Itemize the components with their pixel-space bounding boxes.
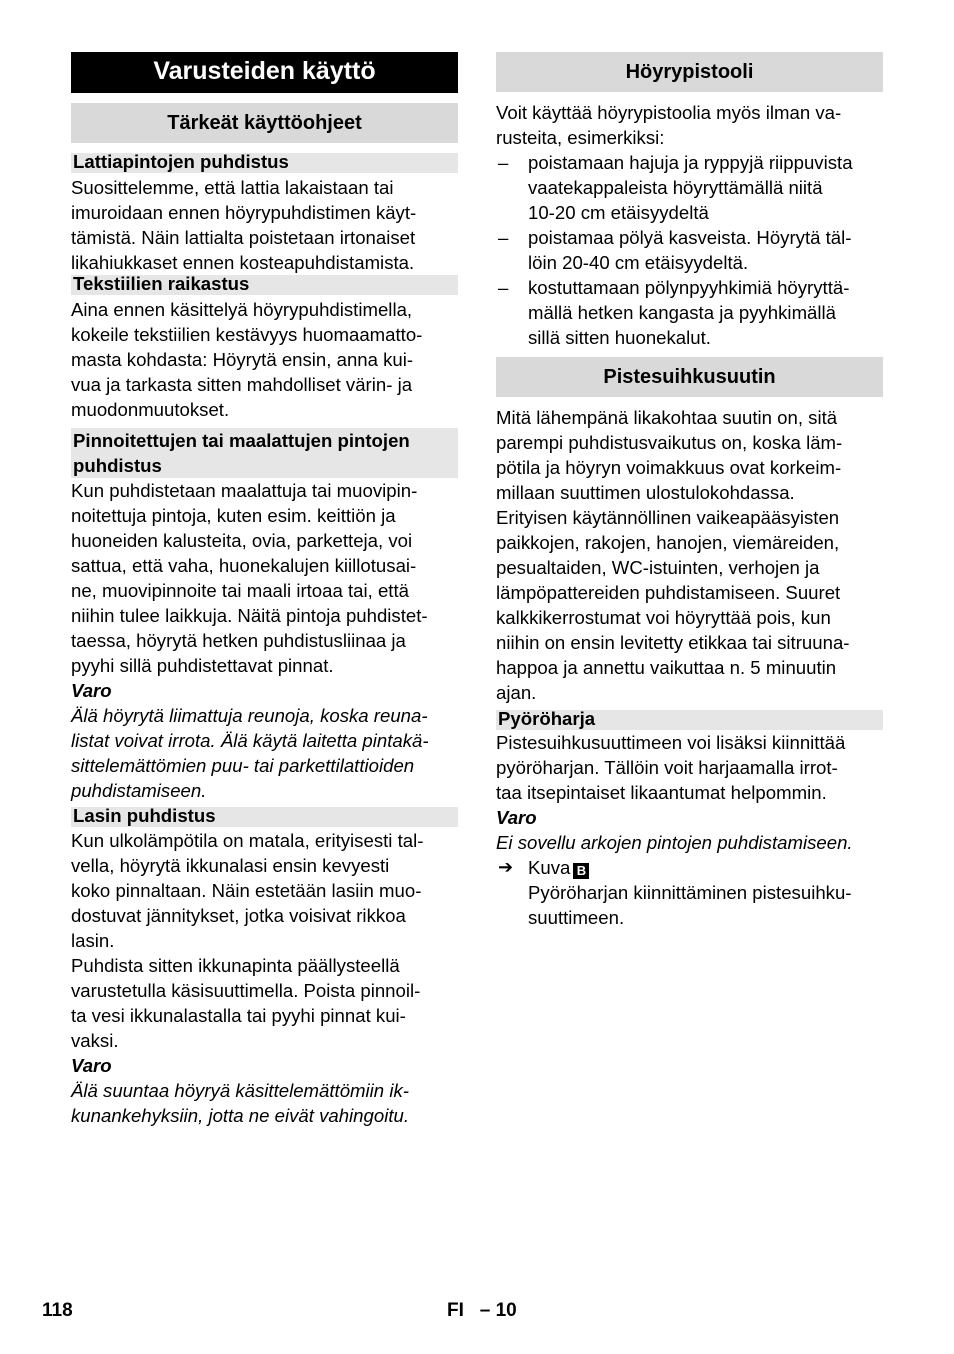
figure-label: Kuva: [528, 857, 571, 878]
list-item: [496, 275, 883, 350]
dash-bullet: –: [498, 227, 509, 248]
text-line: Kun puhdistetaan maalattuja tai muovipin-: [71, 480, 418, 501]
section-heading-important: Tärkeät käyttöohjeet: [71, 103, 458, 143]
text-line: ne, muovipinnoite tai maali irtoaa tai, että: [71, 580, 409, 601]
text-line: vaatekappaleista höyryttämällä niitä: [528, 177, 823, 198]
paragraph-textile: [71, 297, 458, 422]
paragraph-coated: [71, 478, 458, 678]
text-line: dostuvat jännitykset, jotka voisivat rikkoa: [71, 905, 406, 926]
text-line: poistamaan hajuja ja ryppyjä riippuvista: [528, 152, 853, 173]
list-item: [496, 150, 883, 225]
text-line: lasin.: [71, 930, 115, 951]
text-line: Erityisen käytännöllinen vaikeapääsyisten: [496, 507, 840, 528]
figure-reference: [496, 855, 883, 930]
page-number: 118: [42, 1300, 73, 1321]
text-line: pyyhi sillä puhdistettavat pinnat.: [71, 655, 334, 676]
language-page-marker: FI – 10: [447, 1300, 517, 1321]
text-line: löin 20-40 cm etäisyydeltä.: [528, 252, 749, 273]
text-line: sillä sitten huonekalut.: [528, 327, 711, 348]
figure-letter-badge: B: [573, 863, 589, 879]
text-line: ajan.: [496, 682, 537, 703]
section-heading-nozzle: Pistesuihkusuutin: [496, 357, 883, 397]
text-line: paikkojen, rakojen, hanojen, viemäreiden,: [496, 532, 840, 553]
warning-text-coated: [71, 703, 458, 803]
text-line: Älä suuntaa höyryä käsittelemättömiin ik-: [71, 1080, 409, 1101]
gun-uses-list: [496, 150, 883, 350]
text-line: poistamaa pölyä kasveista. Höyrytä täl-: [528, 227, 852, 248]
text-line: Suosittelemme, että lattia lakaistaan tai: [71, 177, 394, 198]
text-line: vaksi.: [71, 1030, 119, 1051]
text-line: Aina ennen käsittelyä höyrypuhdistimella,: [71, 299, 413, 320]
text-line: taa itsepintaiset likaantumat helpommin.: [496, 782, 827, 803]
text-line: Pyöröharjan kiinnittäminen pistesuihku-: [528, 882, 852, 903]
text-line: tämistä. Näin lattialta poistetaan irtonaiset: [71, 227, 416, 248]
text-line: huoneiden kalusteita, ovia, parketteja, voi: [71, 530, 413, 551]
subheading-textile: Tekstiilien raikastus: [71, 275, 458, 295]
text-line: niihin on ensin levitetty etikkaa tai sitruuna-: [496, 632, 850, 653]
paragraph-nozzle: [496, 405, 883, 705]
text-line: 10-20 cm etäisyydeltä: [528, 202, 709, 223]
text-line: pesualtaiden, WC-istuinten, verhojen ja: [496, 557, 820, 578]
text-line: pyöröharjan. Tällöin voit harjaamalla irrot-: [496, 757, 838, 778]
text-line: mällä hetken kangasta ja pyyhkimällä: [528, 302, 836, 323]
text-line: likahiukkaset ennen kosteapuhdistamista.: [71, 252, 415, 273]
text-line: noitettuja pintoja, kuten esim. keittiön ja: [71, 505, 396, 526]
text-line: kalkkikerrostumat voi höyryttää pois, kun: [496, 607, 831, 628]
warning-text-glass: [71, 1078, 458, 1128]
warning-text-brush: Ei sovellu arkojen pintojen puhdistamiseen.: [496, 832, 853, 853]
text-line: vella, höyrytä ikkunalasi ensin kevyesti: [71, 855, 390, 876]
text-line: kokeile tekstiilien kestävyys huomaamatto-: [71, 324, 423, 345]
section-heading-steam-gun: Höyrypistooli: [496, 52, 883, 92]
text-line: millaan suuttimen ulostulokohdassa.: [496, 482, 795, 503]
text-line: Älä höyrytä liimattuja reunoja, koska reuna-: [71, 705, 428, 726]
text-line: kunankehyksiin, jotta ne eivät vahingoitu.: [71, 1105, 410, 1126]
text-line: imuroidaan ennen höyrypuhdistimen käyt-: [71, 202, 417, 223]
text-line: masta kohdasta: Höyrytä ensin, anna kui-: [71, 349, 414, 370]
paragraph-gun-intro: [496, 100, 883, 150]
text-line: Puhdista sitten ikkunapinta päällysteellä: [71, 955, 400, 976]
paragraph-floor: [71, 175, 458, 275]
subheading-round-brush: Pyöröharja: [496, 710, 883, 730]
subheading-glass: Lasin puhdistus: [71, 807, 458, 827]
list-item: [496, 225, 883, 275]
text-line: parempi puhdistusvaikutus on, koska läm-: [496, 432, 843, 453]
dash-bullet: –: [498, 277, 509, 298]
text-line: vua ja tarkasta sitten mahdolliset värin- ja: [71, 374, 413, 395]
text-line: Kun ulkolämpötila on matala, erityisesti tal-: [71, 830, 424, 851]
warning-label: Varo: [496, 807, 537, 828]
text-line: Mitä lähempänä likakohtaa suutin on, sitä: [496, 407, 838, 428]
arrow-right-icon: ➔: [498, 857, 514, 877]
chapter-title: Varusteiden käyttö: [71, 52, 458, 93]
paragraph-glass: [71, 828, 458, 1053]
text-line: sattua, että vaha, huonekalujen kiillotusai-: [71, 555, 417, 576]
text-line: pötila ja höyryn voimakkuus ovat korkeim-: [496, 457, 842, 478]
text-line: puhdistamiseen.: [71, 780, 207, 801]
text-line: kostuttamaan pölynpyyhkimiä höyryttä-: [528, 277, 850, 298]
right-column: [496, 52, 883, 930]
text-line: varustetulla käsisuuttimella. Poista pinnoil-: [71, 980, 421, 1001]
left-column: [71, 52, 458, 1128]
subheading-coated: Pinnoitettujen tai maalattujen pintojen puhdistus: [71, 428, 458, 478]
text-line: koko pinnaltaan. Näin estetään lasiin muo-: [71, 880, 422, 901]
paragraph-brush: [496, 730, 883, 805]
text-line: Voit käyttää höyrypistoolia myös ilman va-: [496, 102, 842, 123]
text-line: lämpöpattereiden puhdistamiseen. Suuret: [496, 582, 841, 603]
text-line: sittelemättömien puu- tai parkettilattioiden: [71, 755, 415, 776]
text-line: ta vesi ikkunalastalla tai pyyhi pinnat kui-: [71, 1005, 406, 1026]
text-line: Pistesuihkusuuttimeen voi lisäksi kiinnittää: [496, 732, 846, 753]
warning-label: Varo: [71, 1055, 112, 1076]
subheading-floor: Lattiapintojen puhdistus: [71, 153, 458, 173]
text-line: listat voivat irrota. Älä käytä laitetta pintakä-: [71, 730, 429, 751]
text-line: suuttimeen.: [528, 907, 625, 928]
warning-label: Varo: [71, 680, 112, 701]
text-line: taessa, höyrytä hetken puhdistusliinaa ja: [71, 630, 406, 651]
dash-bullet: –: [498, 152, 509, 173]
text-line: happoa ja annettu vaikuttaa n. 5 minuutin: [496, 657, 837, 678]
text-line: niihin tulee laikkuja. Näitä pintoja puhdistet-: [71, 605, 428, 626]
text-line: muodonmuutokset.: [71, 399, 230, 420]
figure-label-line: [528, 855, 883, 880]
text-line: rusteita, esimerkiksi:: [496, 127, 665, 148]
